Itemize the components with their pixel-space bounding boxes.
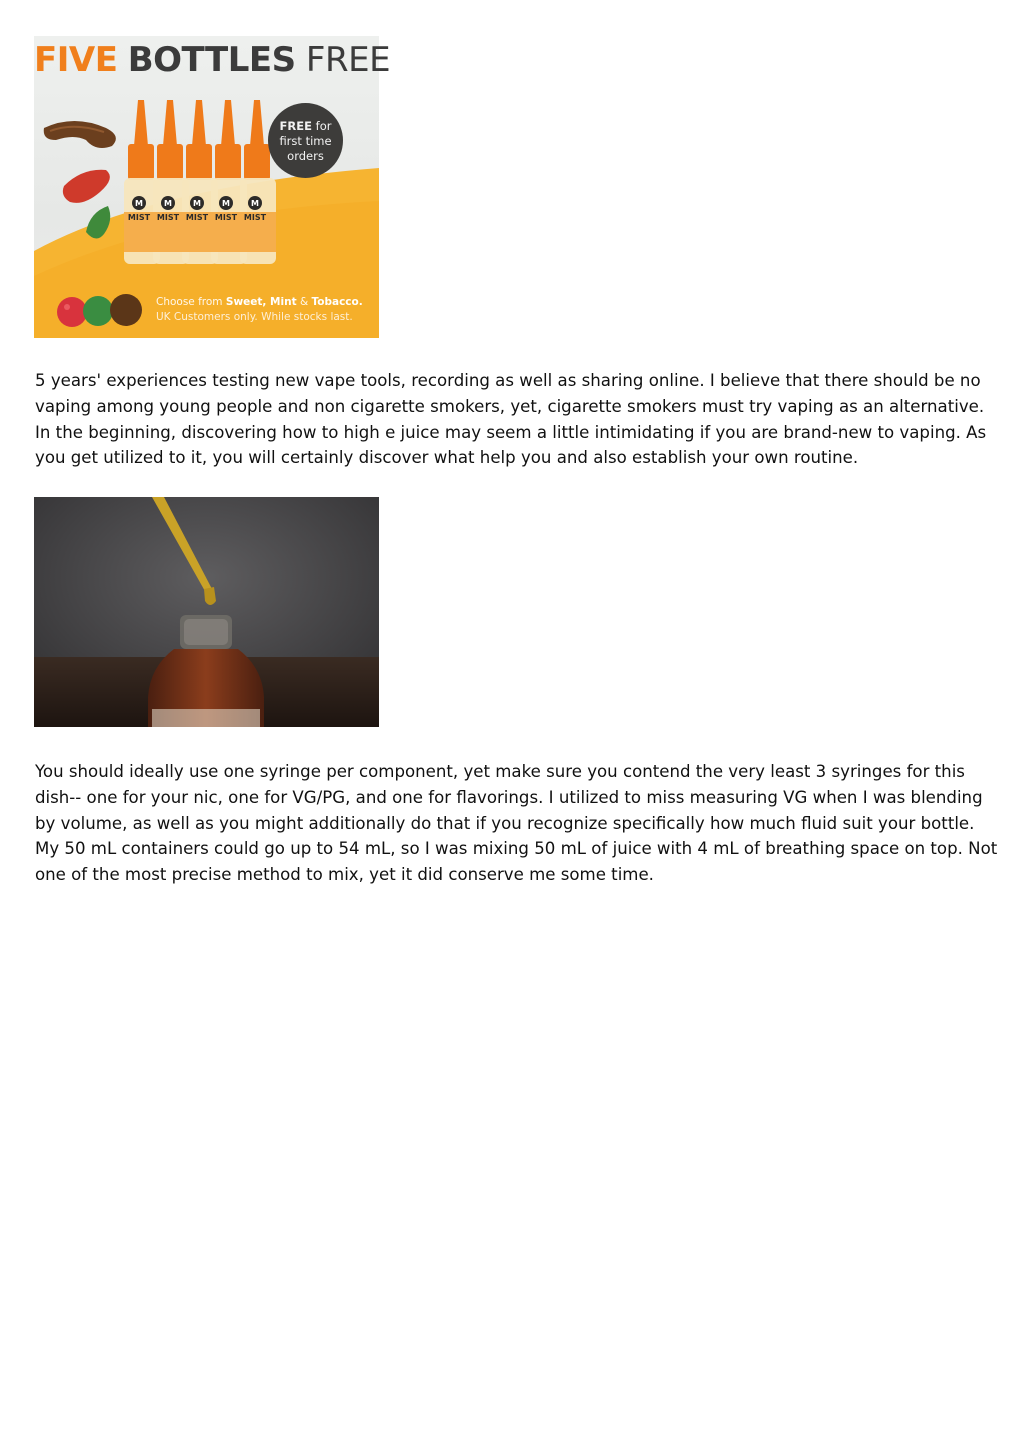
badge-text-line2: first time: [279, 134, 332, 148]
raspberry-icon: [57, 297, 87, 327]
footer-prefix: Choose from: [156, 296, 226, 308]
tobacco-leaf-icon: [44, 121, 116, 148]
bottles-group: [124, 100, 276, 264]
bottle-logo-text: M: [164, 199, 172, 208]
paragraph-mixing: You should ideally use one syringe per component, yet make sure you contend the very least 3 syringes for this dish-- one for your nic, one for VG/PG, and one for flavorings. I utilized to miss measuring VG when I was blending by volume, as well as you might additionally do that if you recognize specifically how much fluid suit your bottle. My 50 mL containers could go up to 54 mL, so I was mixing 50 mL of juice with 4 mL of breathing space on top. Not one of the most precise method to mix, yet it did conserve me some time.: [35, 762, 998, 885]
bottle-label-text: MIST: [214, 213, 238, 222]
strawberry-icon: [63, 170, 110, 203]
banner-title: [34, 38, 391, 82]
bottle-logo-text: M: [222, 199, 230, 208]
bottle-logo-text: M: [251, 199, 259, 208]
badge-text-line3: orders: [287, 149, 324, 163]
free-offer-badge: [268, 103, 343, 178]
dropper-bottle-photo: [34, 497, 379, 727]
paragraph-intro: 5 years' experiences testing new vape tools, recording as well as sharing online. I believe that there should be no vaping among young people and non cigarette smokers, yet, cigarette smokers must try vaping as an alternative. In the beginning, discovering how to high e juice may seem a little intimidating if you are brand-new to vaping. As you get utilized to it, you will certainly discover what help you and also establish your own routine.: [35, 371, 987, 468]
banner-title-free: FREE: [305, 40, 391, 80]
footer-amp: &: [296, 296, 312, 308]
footer-flavours-1: Sweet, Mint: [225, 296, 297, 308]
bottle-label-text: MIST: [156, 213, 180, 222]
badge-text-for: for: [311, 119, 332, 133]
mint-icon: [83, 296, 113, 326]
footer-flavours-2: Tobacco.: [311, 296, 363, 308]
tobacco-icon: [110, 294, 142, 326]
badge-bold-text: FREE: [279, 119, 312, 133]
banner-title-five: FIVE: [34, 40, 118, 80]
bottle-label-text: MIST: [243, 213, 267, 222]
footer-disclaimer: UK Customers only. While stocks last.: [156, 311, 353, 323]
bottle-logo-text: M: [193, 199, 201, 208]
banner-title-bottles: BOTTLES: [127, 40, 296, 80]
banner-footer: [156, 295, 363, 325]
bottle-label-text: MIST: [185, 213, 209, 222]
bottle-label-text: MIST: [127, 213, 151, 222]
promo-banner[interactable]: [34, 36, 391, 338]
bottle-logo-text: M: [135, 199, 143, 208]
